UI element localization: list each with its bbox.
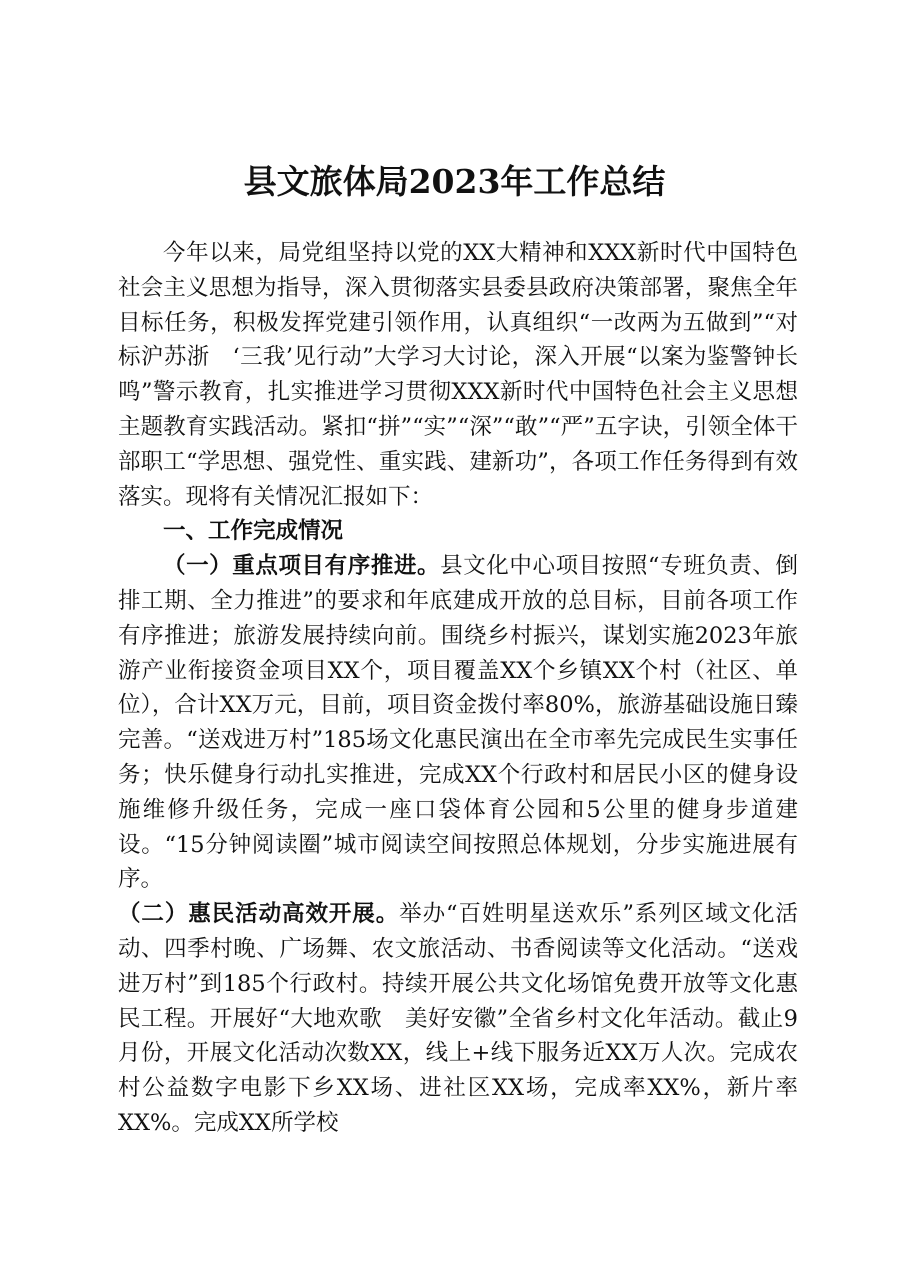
document-body xyxy=(118,236,798,1141)
item-2-paragraph xyxy=(118,897,798,1141)
item-1-title: （一）重点项目有序推进。 xyxy=(163,553,441,580)
item-1-paragraph xyxy=(118,549,798,897)
intro-paragraph: 今年以来，局党组坚持以党的XX大精神和XXX新时代中国特色社会主义思想为指导，深入贯彻落实县委县政府决策部署，聚焦全年目标任务，积极发挥党建引领作用，认真组织“一改两为五做到”“对标沪苏浙 ‘三我’见行动”大学习大讨论，深入开展“以案为鉴警钟长鸣”警示教育，扎实推进学习贯彻XXX新时代中国特色社会主义思想主题教育实践活动。紧扣“拼”“实”“深”“敢”“严”五字诀，引领全体干部职工“学思想、强党性、重实践、建新功”，各项工作任务得到有效落实。现将有关情况汇报如下： xyxy=(118,240,798,510)
item-1-body: 县文化中心项目按照“专班负责、倒排工期、全力推进”的要求和年底建成开放的总目标，目前各项工作有序推进；旅游发展持续向前。围绕乡村振兴，谋划实施2023年旅游产业衔接资金项目XX个，项目覆盖XX个乡镇XX个村（社区、单位），合计XX万元，目前，项目资金拨付率80%，旅游基础设施日臻完善。“送戏进万村”185场文化惠民演出在全市率先完成民生实事任务；快乐健身行动扎实推进，完成XX个行政村和居民小区的健身设施维修升级任务，完成一座口袋体育公园和5公里的健身步道建设。“15分钟阅读圈”城市阅读空间按照总体规划，分步实施进展有序。 xyxy=(118,553,798,893)
document-title: 县文旅体局2023年工作总结 xyxy=(243,162,666,201)
item-2-body: 举办“百姓明星送欢乐”系列区域文化活动、四季村晚、广场舞、农文旅活动、书香阅读等文化活动。“送戏进万村”到185个行政村。持续开展公共文化场馆免费开放等文化惠民工程。开展好“大地欢歌 美好安徽”全省乡村文化年活动。截止9月份，开展文化活动次数XX，线上+线下服务近XX万人次。完成农村公益数字电影下乡XX场、进社区XX场，完成率XX%，新片率XX%。完成XX所学校 xyxy=(118,901,798,1136)
item-2-title: （二）惠民活动高效开展。 xyxy=(118,901,400,928)
section-heading: 一、工作完成情况 xyxy=(163,518,344,545)
